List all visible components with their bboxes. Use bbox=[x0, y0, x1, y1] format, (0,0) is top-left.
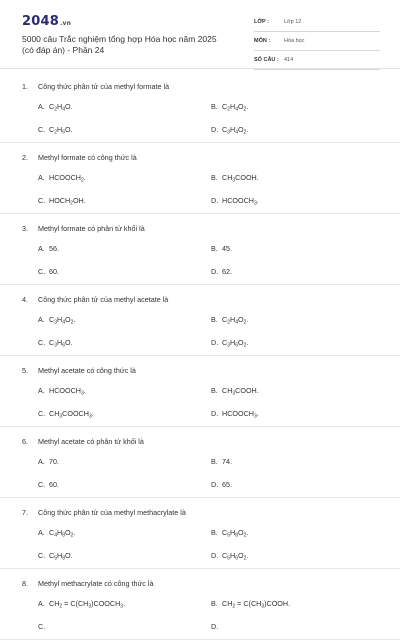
question-stem: Công thức phân tử của methyl formate là bbox=[38, 82, 170, 91]
option-letter: A. bbox=[38, 386, 45, 395]
option-letter: B. bbox=[211, 528, 218, 537]
option-text: 60. bbox=[49, 267, 59, 276]
meta-value: Lớp 12 bbox=[284, 19, 302, 25]
question-text bbox=[22, 366, 136, 375]
option-text: $C_2H_4O_2$. bbox=[222, 315, 249, 326]
option-letter: B. bbox=[211, 386, 218, 395]
question-text bbox=[22, 224, 145, 233]
answer-option-a[interactable] bbox=[38, 315, 75, 324]
answer-option-d[interactable] bbox=[211, 267, 232, 276]
option-text: $C_2H_6O$. bbox=[49, 125, 73, 136]
question-stem: Methyl acetate có công thức là bbox=[38, 366, 136, 375]
option-letter: D. bbox=[211, 551, 219, 560]
question-item bbox=[0, 72, 400, 143]
answer-option-b[interactable] bbox=[211, 102, 248, 111]
site-logo[interactable] bbox=[22, 14, 71, 29]
option-letter: B. bbox=[211, 102, 218, 111]
option-letter: C. bbox=[38, 622, 46, 631]
question-number: 8. bbox=[22, 579, 28, 588]
question-number: 5. bbox=[22, 366, 28, 375]
option-letter: A. bbox=[38, 528, 45, 537]
option-text: $HOCH_2OH$. bbox=[49, 196, 86, 207]
answer-option-c[interactable] bbox=[38, 409, 94, 418]
option-letter: B. bbox=[211, 173, 218, 182]
option-letter: C. bbox=[38, 196, 46, 205]
question-item bbox=[0, 569, 400, 640]
question-stem: Methyl formate có phân tử khối là bbox=[38, 224, 145, 233]
page-title: 5000 câu Trắc nghiệm tổng hợp Hóa học năm 2025 (có đáp án) - Phần 24 bbox=[22, 34, 217, 55]
option-letter: A. bbox=[38, 244, 45, 253]
option-text: 45. bbox=[222, 244, 232, 253]
question-text bbox=[22, 579, 153, 588]
logo-text: 2048 bbox=[22, 14, 59, 29]
option-text: 70. bbox=[49, 457, 59, 466]
answer-option-d[interactable] bbox=[211, 480, 232, 489]
answer-option-a[interactable] bbox=[38, 102, 73, 111]
option-letter: C. bbox=[38, 338, 46, 347]
option-letter: D. bbox=[211, 125, 219, 134]
option-text: 62. bbox=[222, 267, 232, 276]
option-letter: D. bbox=[211, 480, 219, 489]
option-text: $C_3H_6O_2$. bbox=[222, 338, 249, 349]
option-letter: D. bbox=[211, 267, 219, 276]
header-divider bbox=[0, 68, 400, 69]
question-stem: Methyl acetate có phân tử khối là bbox=[38, 437, 144, 446]
meta-value: 414 bbox=[284, 57, 294, 63]
question-text bbox=[22, 82, 169, 91]
answer-option-c[interactable] bbox=[38, 622, 49, 631]
question-stem: Công thức phân tử của methyl acetate là bbox=[38, 295, 169, 304]
question-number: 6. bbox=[22, 437, 28, 446]
question-item bbox=[0, 214, 400, 285]
answer-option-d[interactable] bbox=[211, 409, 259, 418]
logo-suffix: .vn bbox=[59, 20, 72, 27]
question-number: 4. bbox=[22, 295, 28, 304]
option-text: $CH_3COOCH_3$. bbox=[49, 409, 94, 420]
answer-option-d[interactable] bbox=[211, 551, 248, 560]
page-header bbox=[0, 0, 400, 80]
answer-option-d[interactable] bbox=[211, 196, 259, 205]
option-text: $HCOOCH_2$. bbox=[49, 173, 86, 184]
answer-option-d[interactable] bbox=[211, 125, 248, 134]
answer-option-c[interactable] bbox=[38, 267, 59, 276]
answer-option-b[interactable] bbox=[211, 599, 290, 608]
question-number: 7. bbox=[22, 508, 28, 517]
answer-option-c[interactable] bbox=[38, 480, 59, 489]
option-text: 74. bbox=[222, 457, 232, 466]
option-letter: C. bbox=[38, 125, 46, 134]
option-letter: D. bbox=[211, 196, 219, 205]
option-text: 65. bbox=[222, 480, 232, 489]
question-stem: Công thức phân tử của methyl methacrylate là bbox=[38, 508, 186, 517]
question-item bbox=[0, 427, 400, 498]
answer-option-c[interactable] bbox=[38, 125, 73, 134]
option-letter: C. bbox=[38, 480, 46, 489]
option-text: $C_2H_4O$. bbox=[49, 102, 73, 113]
question-number: 3. bbox=[22, 224, 28, 233]
answer-option-b[interactable] bbox=[211, 457, 232, 466]
question-text bbox=[22, 437, 144, 446]
option-text: $HCOOCH_3$. bbox=[49, 386, 86, 397]
meta-value: Hóa học bbox=[284, 38, 305, 44]
option-text: $HCOOCH_3$. bbox=[222, 196, 259, 207]
meta-panel bbox=[254, 16, 380, 73]
option-letter: C. bbox=[38, 267, 46, 276]
option-text: 56. bbox=[49, 244, 59, 253]
answer-option-a[interactable] bbox=[38, 173, 86, 182]
answer-option-b[interactable] bbox=[211, 173, 259, 182]
question-text bbox=[22, 153, 137, 162]
question-text bbox=[22, 508, 186, 517]
answer-option-a[interactable] bbox=[38, 599, 125, 608]
answer-option-b[interactable] bbox=[211, 244, 232, 253]
option-text: $CH_2$ = $C(CH_3)COOH$. bbox=[222, 599, 291, 610]
meta-row-subject bbox=[254, 35, 380, 51]
answer-option-a[interactable] bbox=[38, 244, 59, 253]
question-number: 2. bbox=[22, 153, 28, 162]
question-number: 1. bbox=[22, 82, 28, 91]
option-letter: D. bbox=[211, 338, 219, 347]
option-letter: A. bbox=[38, 457, 45, 466]
meta-row-class bbox=[254, 16, 380, 32]
question-item bbox=[0, 498, 400, 569]
option-letter: D. bbox=[211, 622, 219, 631]
option-letter: B. bbox=[211, 599, 218, 608]
answer-option-d[interactable] bbox=[211, 622, 222, 631]
option-text: $C_3H_6O$. bbox=[49, 338, 73, 349]
meta-label: SỐ CÂU : bbox=[254, 57, 279, 63]
answer-option-a[interactable] bbox=[38, 528, 75, 537]
question-stem: Methyl formate có công thức là bbox=[38, 153, 137, 162]
option-letter: A. bbox=[38, 102, 45, 111]
meta-label: LỚP : bbox=[254, 19, 269, 25]
option-text: $C_5H_8O$. bbox=[49, 551, 73, 562]
answer-option-b[interactable] bbox=[211, 315, 248, 324]
question-item bbox=[0, 143, 400, 214]
answer-option-c[interactable] bbox=[38, 196, 86, 205]
option-text: $C_3H_4O_2$. bbox=[222, 125, 249, 136]
question-item bbox=[0, 285, 400, 356]
option-letter: A. bbox=[38, 173, 45, 182]
option-letter: C. bbox=[38, 409, 46, 418]
answer-option-a[interactable] bbox=[38, 457, 59, 466]
option-text: $CH_2$ = $C(CH_3)COOCH_3$. bbox=[49, 599, 126, 610]
option-letter: A. bbox=[38, 599, 45, 608]
option-text: $C_5H_6O_2$. bbox=[222, 551, 249, 562]
option-text: $C_3H_4O_2$. bbox=[49, 315, 76, 326]
answer-option-d[interactable] bbox=[211, 338, 248, 347]
question-list bbox=[0, 72, 400, 640]
answer-option-c[interactable] bbox=[38, 551, 73, 560]
option-letter: B. bbox=[211, 457, 218, 466]
option-text: $C_4H_8O_2$. bbox=[49, 528, 76, 539]
question-item bbox=[0, 356, 400, 427]
option-text: $CH_3COOH$. bbox=[222, 386, 259, 397]
option-text: $C_5H_8O_2$. bbox=[222, 528, 249, 539]
option-text: $HCOOCH_3$. bbox=[222, 409, 259, 420]
option-letter: B. bbox=[211, 315, 218, 324]
question-text bbox=[22, 295, 168, 304]
question-stem: Methyl methacrylate có công thức là bbox=[38, 579, 154, 588]
option-letter: D. bbox=[211, 409, 219, 418]
option-letter: C. bbox=[38, 551, 46, 560]
answer-option-b[interactable] bbox=[211, 386, 259, 395]
option-text: 60. bbox=[49, 480, 59, 489]
answer-option-a[interactable] bbox=[38, 386, 86, 395]
answer-option-b[interactable] bbox=[211, 528, 248, 537]
option-letter: A. bbox=[38, 315, 45, 324]
answer-option-c[interactable] bbox=[38, 338, 73, 347]
option-letter: B. bbox=[211, 244, 218, 253]
option-text: $CH_3COOH$. bbox=[222, 173, 259, 184]
meta-label: MÔN : bbox=[254, 38, 271, 44]
option-text: $C_2H_4O_2$. bbox=[222, 102, 249, 113]
